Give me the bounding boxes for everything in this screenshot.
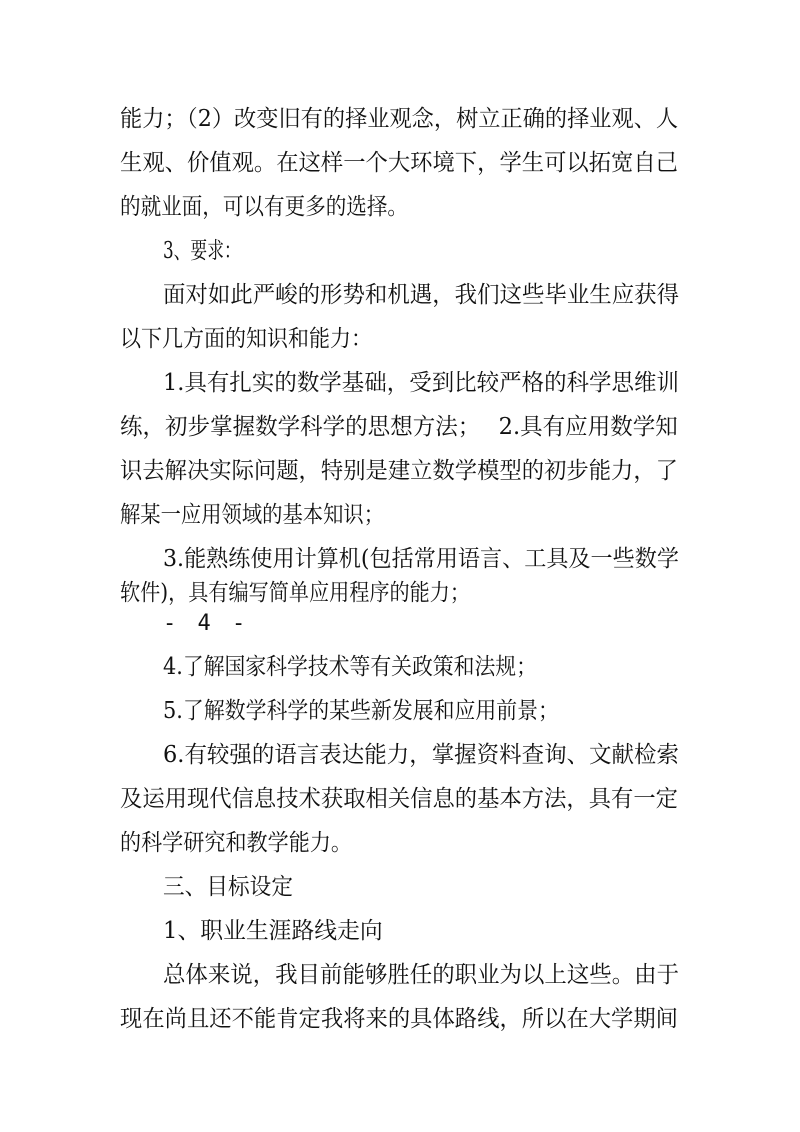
section-heading-goals: 三、目标设定 [163,874,293,900]
subheading-career-path: 1、职业生涯路线走向 [163,918,383,944]
list-item-3-cont: 软件)，具有编写简单应用程序的能力； [120,580,470,606]
text-line-1: 能力；（2）改变旧有的择业观念，树立正确的择业观、人 [120,106,679,132]
list-item-2-cont: 识去解决实际问题，特别是建立数学模型的初步能力，了 [120,458,678,484]
text-line-5: 面对如此严峻的形势和机遇，我们这些毕业生应获得 [163,282,679,308]
text-line-20: 总体来说，我目前能够胜任的职业为以上这些。由于 [163,962,679,988]
page-number: - 4 - [163,611,250,636]
list-item-6-cont: 及运用现代信息技术获取相关信息的基本方法，具有一定 [120,786,678,812]
list-item-3: 3.能熟练使用计算机(包括常用语言、工具及一些数学 [163,546,679,572]
list-item-6: 6.有较强的语言表达能力，掌握资料查询、文献检索 [163,742,679,768]
list-item-5: 5.了解数学科学的某些新发展和应用前景； [163,698,559,724]
list-item-6-end: 的科学研究和教学能力。 [120,830,352,856]
text-line-2: 生观、价值观。在这样一个大环境下，学生可以拓宽自己 [120,150,678,176]
list-item-2-end: 解某一应用领域的基本知识； [120,502,384,528]
list-item-1: 1.具有扎实的数学基础，受到比较严格的科学思维训 [163,370,679,396]
text-line-6: 以下几方面的知识和能力： [120,326,372,352]
section-heading-requirements: 3、要求： [163,238,241,264]
text-line-3: 的就业面，可以有更多的选择。 [120,194,408,220]
list-item-1-cont: 练，初步掌握数学科学的思想方法； 2.具有应用数学知 [120,414,678,440]
text-line-21: 现在尚且还不能肯定我将来的具体路线，所以在大学期间 [120,1006,678,1032]
list-item-4: 4.了解国家科学技术等有关政策和法规； [163,654,537,680]
